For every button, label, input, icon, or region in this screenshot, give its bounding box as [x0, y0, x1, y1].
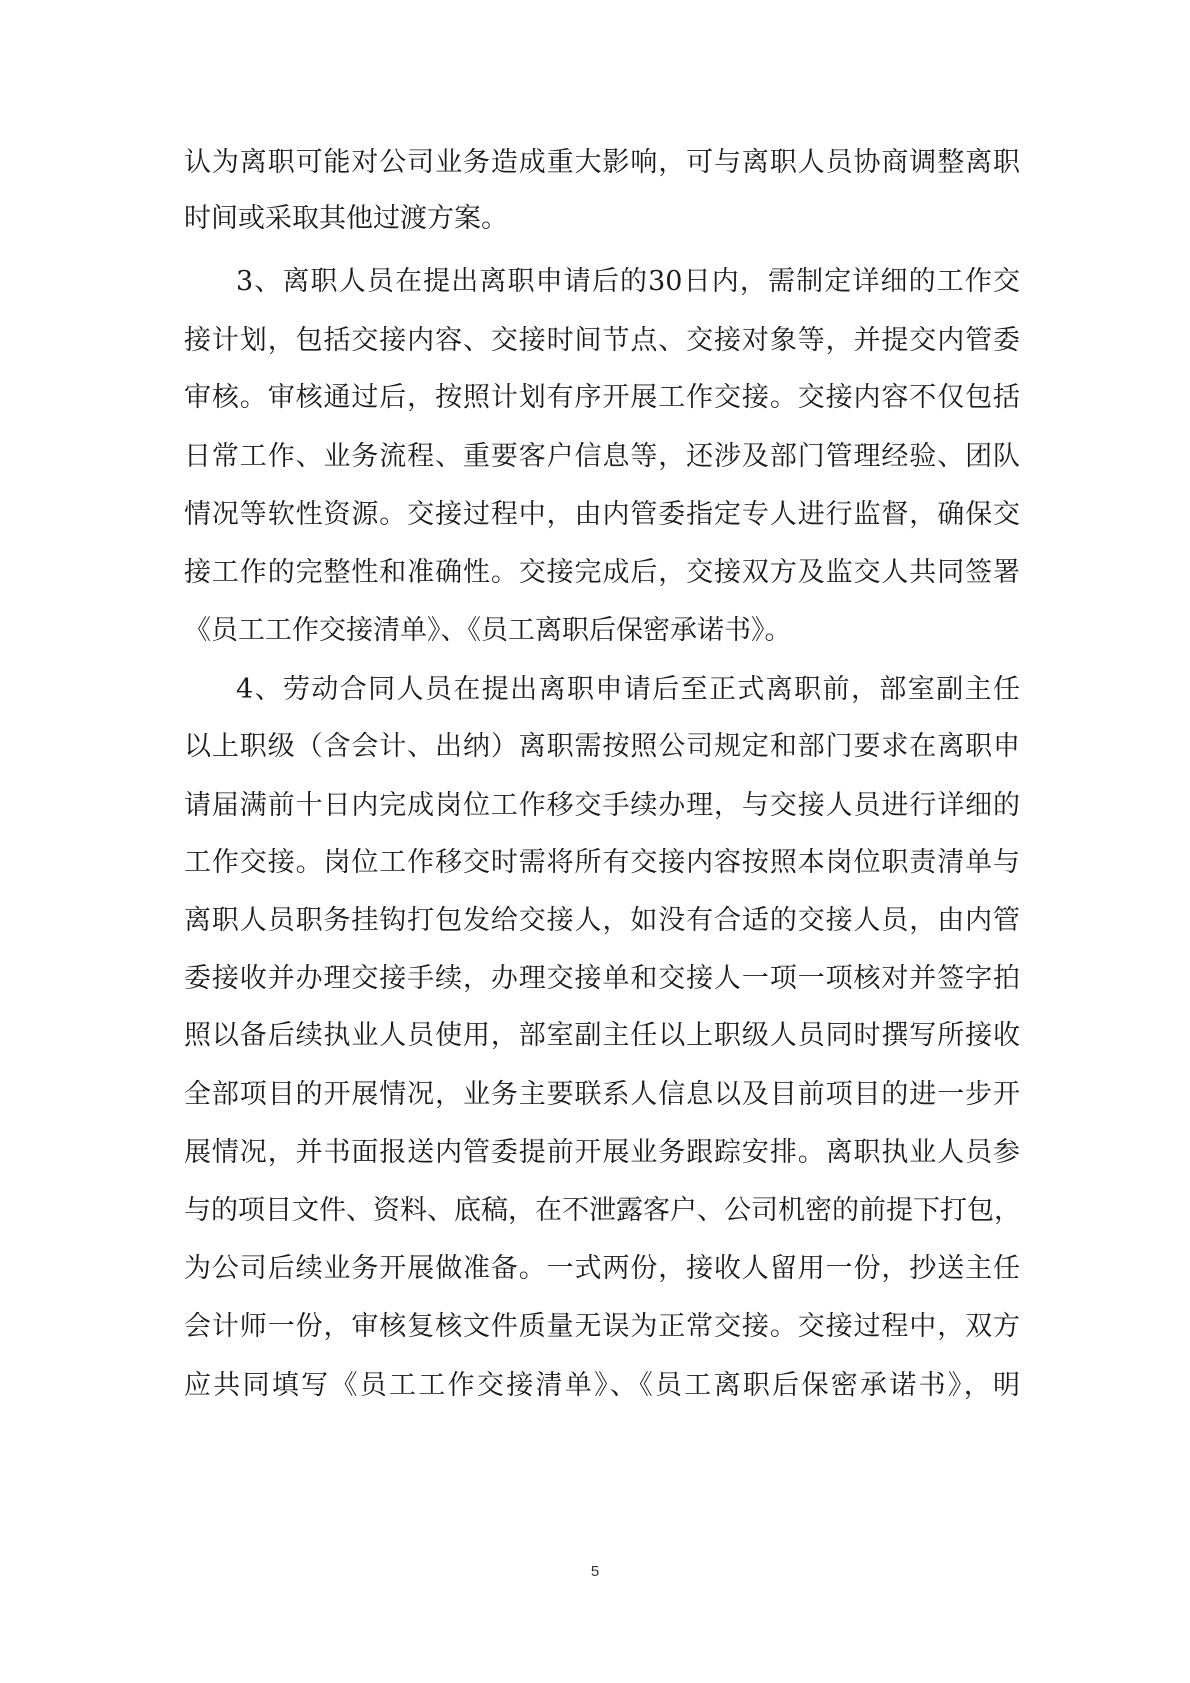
text-line: 情况等软性资源。交接过程中，由内管委指定专人进行监督，确保交: [184, 499, 1020, 530]
text-line: 《员工工作交接清单》、《员工离职后保密承诺书》。: [184, 615, 792, 646]
text-line: 接工作的完整性和准确性。交接完成后，交接双方及监交人共同签署: [184, 557, 1020, 588]
text-line: 请届满前十日内完成岗位工作移交手续办理，与交接人员进行详细的: [184, 790, 1020, 821]
text-line: 为公司后续业务开展做准备。一式两份，接收人留用一份，抄送主任: [184, 1253, 1020, 1284]
text-line: 与的项目文件、资料、底稿，在不泄露客户、公司机密的前提下打包，: [184, 1195, 1021, 1226]
text-line: 接计划，包括交接内容、交接时间节点、交接对象等，并提交内管委: [184, 325, 1020, 356]
text-line: 会计师一份，审核复核文件质量无误为正常交接。交接过程中，双方: [184, 1311, 1020, 1342]
text-line: 认为离职可能对公司业务造成重大影响，可与离职人员协商调整离职: [184, 147, 1020, 178]
text-line: 工作交接。岗位工作移交时需将所有交接内容按照本岗位职责清单与: [184, 847, 1020, 878]
text-line: 全部项目的开展情况，业务主要联系人信息以及目前项目的进一步开: [184, 1079, 1020, 1110]
text-line: 审核。审核通过后，按照计划有序开展工作交接。交接内容不仅包括: [184, 382, 1020, 413]
paragraph-3-first-line: 3、离职人员在提出离职申请后的30日内，需制定详细的工作交: [236, 266, 1020, 297]
text-line: 委接收并办理交接手续，办理交接单和交接人一项一项核对并签字拍: [184, 963, 1020, 994]
text-line: 照以备后续执业人员使用，部室副主任以上职级人员同时撰写所接收: [184, 1020, 1020, 1051]
text-line: 展情况，并书面报送内管委提前开展业务跟踪安排。离职执业人员参: [184, 1137, 1020, 1168]
paragraph-4-first-line: 4、劳动合同人员在提出离职申请后至正式离职前，部室副主任: [236, 674, 1020, 705]
text-line: 日常工作、业务流程、重要客户信息等，还涉及部门管理经验、团队: [184, 441, 1020, 472]
text-line: 时间或采取其他过渡方案。: [184, 203, 508, 234]
text-line: 离职人员职务挂钩打包发给交接人，如没有合适的交接人员，由内管: [184, 905, 1020, 936]
page-number: 5: [590, 1563, 600, 1580]
text-line: 应共同填写《员工工作交接清单》、《员工离职后保密承诺书》，明: [184, 1370, 1020, 1401]
text-line: 以上职级（含会计、出纳）离职需按照公司规定和部门要求在离职申: [184, 731, 1020, 762]
